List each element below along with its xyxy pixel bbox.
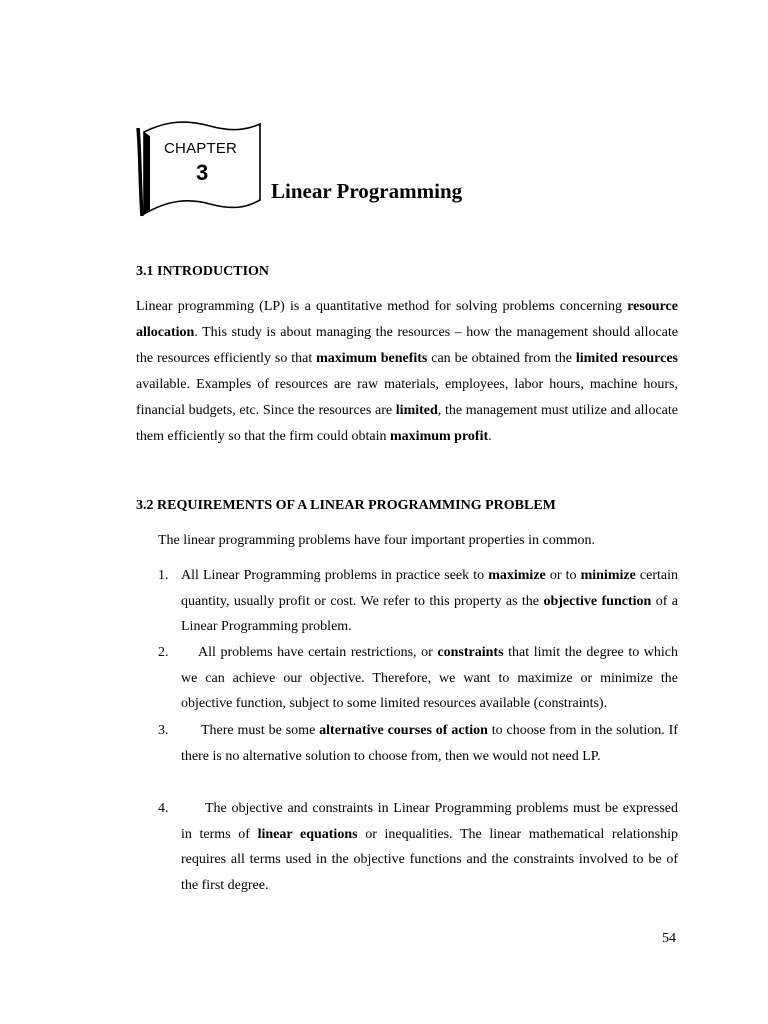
list-item-text xyxy=(181,718,678,769)
bold-term: limited xyxy=(395,403,438,418)
text-segment: certain quantity, usually profit or cost. We refer to this property as the xyxy=(181,568,678,609)
chapter-title: Linear Programming xyxy=(271,179,463,203)
list-item-text xyxy=(181,563,678,640)
list-item-text xyxy=(181,640,678,717)
bold-term: minimize xyxy=(580,568,636,583)
text-segment: available. Examples of resources are raw materials, employees, labor hours, machine hours, financial budgets, etc. Since the resources are xyxy=(136,377,678,418)
list-item-number: 4. xyxy=(158,801,169,816)
text-segment: There must be some xyxy=(201,723,320,738)
text-segment: . xyxy=(488,429,492,444)
bold-term: linear equations xyxy=(257,826,358,842)
text-segment: , the management must utilize and allocate them efficiently so that the firm could obtain xyxy=(136,403,678,444)
text-segment: The objective and constraints in Linear Programming problems must be expressed in terms of xyxy=(181,801,678,842)
list-item xyxy=(136,640,678,717)
bold-term: limited resources xyxy=(575,351,679,366)
text-segment: or to xyxy=(545,568,581,583)
section-heading-requirements: 3.2 REQUIREMENTS OF A LINEAR PROGRAMMING PROBLEM xyxy=(136,498,556,513)
chapter-label: CHAPTER xyxy=(164,140,238,157)
bold-term: constraints xyxy=(437,645,504,660)
section-heading-introduction: 3.1 INTRODUCTION xyxy=(136,264,270,279)
bold-term: objective function xyxy=(543,593,652,609)
list-item xyxy=(136,718,678,769)
text-segment: . This study is about managing the resources – how the management should allocate the resources efficiently so that xyxy=(136,325,678,366)
list-item-number: 2. xyxy=(158,645,169,660)
list-item-text xyxy=(181,796,678,898)
bold-term: maximum benefits xyxy=(316,351,428,366)
text-segment: to choose from in the solution. If there is no alternative solution to choose from, then we would not need LP. xyxy=(181,723,678,764)
page-number: 54 xyxy=(662,931,676,946)
text-segment: can be obtained from the xyxy=(427,351,576,366)
text-segment: or inequalities. The linear mathematical relationship requires all terms used in the objective functions and the constraints involved to be of the first degree. xyxy=(181,826,679,893)
text-segment: that limit the degree to which we can achieve our objective. Therefore, we want to maximize or minimize the objective function, subject to some limited resources available (constraints). xyxy=(181,645,679,711)
bold-term: alternative courses of action xyxy=(319,723,488,738)
list-item-number: 1. xyxy=(158,568,169,583)
list-item-number: 3. xyxy=(158,723,169,738)
bold-term: maximize xyxy=(488,568,546,583)
text-segment: All Linear Programming problems in practice seek to xyxy=(181,568,489,583)
list-item xyxy=(136,563,678,640)
introduction-paragraph xyxy=(136,294,678,450)
list-item xyxy=(136,796,678,898)
chapter-number: 3 xyxy=(196,160,209,185)
bold-term: maximum profit xyxy=(390,429,489,444)
text-segment: All problems have certain restrictions, or xyxy=(198,645,438,660)
bold-term: resource allocation xyxy=(136,299,678,340)
text-segment: Linear programming (LP) is a quantitative method for solving problems concerning xyxy=(136,299,628,314)
text-segment: of a Linear Programming problem. xyxy=(181,593,678,634)
requirements-intro: The linear programming problems have four important properties in common. xyxy=(158,533,595,548)
